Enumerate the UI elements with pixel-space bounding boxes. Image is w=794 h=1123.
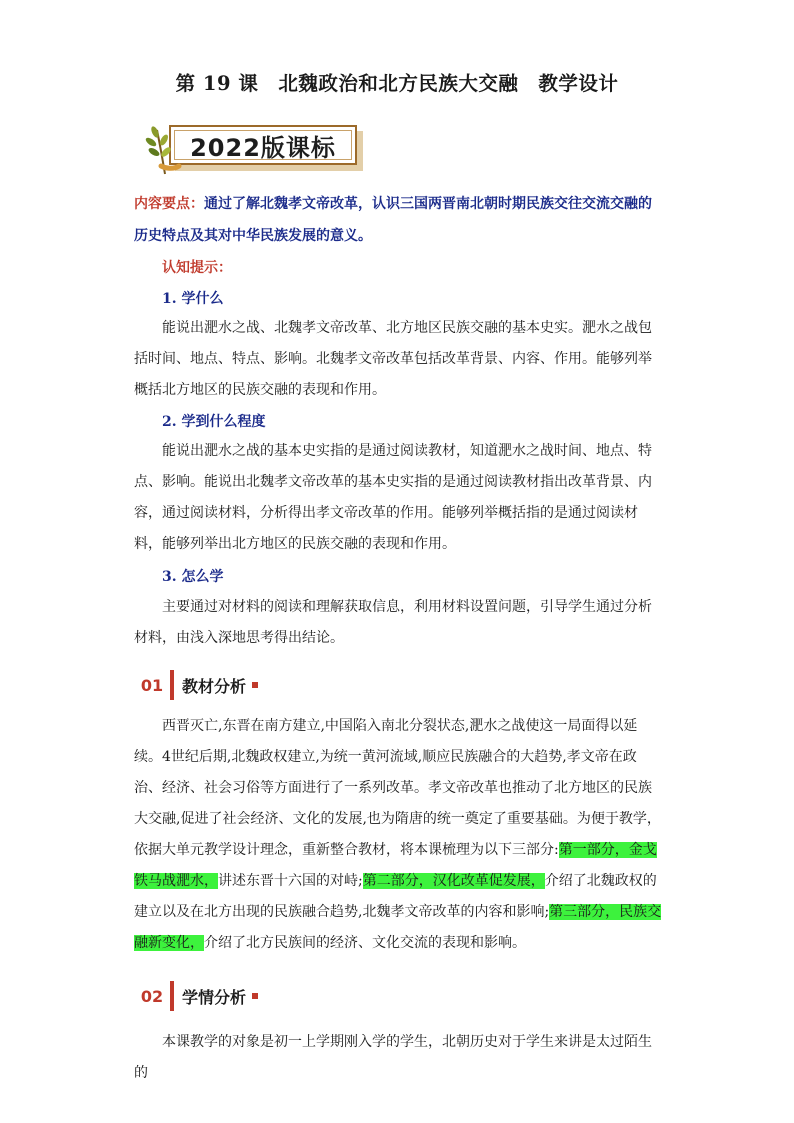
section-1-text-3: 介绍了北魏政权的建立以及在北方出现的民族融合趋势,北魏孝文帝改革的内容和影响;: [134, 873, 657, 920]
section-2-square: [252, 993, 258, 999]
item-2-heading: 2. 学到什么程度: [162, 414, 266, 430]
section-2-bar: [170, 981, 174, 1011]
section-1-paragraph: [134, 711, 664, 959]
section-1-text-4: 介绍了北方民族间的经济、文化交流的表现和影响。: [204, 935, 526, 951]
section-2-header: [137, 981, 258, 1011]
page-title: 第 19 课 北魏政治和北方民族大交融 教学设计: [175, 72, 619, 95]
content-key-points: [134, 188, 664, 252]
section-1-bar: [170, 670, 174, 700]
highlight-part-3: 第三部分，民族交融新变化，: [134, 904, 662, 951]
content-key-text: 通过了解北魏孝文帝改革，认识三国两晋南北朝时期民族交往交流交融的历史特点及其对中华民族发展的意义。: [134, 196, 652, 244]
section-2-paragraph: 本课教学的对象是初一上学期刚入学的学生，北朝历史对于学生来讲是太过陌生的: [134, 1034, 652, 1081]
section-1-header: [137, 670, 258, 700]
section-1-title: 教材分析: [182, 676, 247, 696]
cognition-heading: 认知提示：: [162, 260, 232, 276]
section-1-number: 01: [140, 675, 164, 695]
section-1-text-2: 讲述东晋十六国的对峙;: [218, 873, 363, 889]
wheat-sprig-icon: [143, 122, 183, 176]
badge-label: 2022版课标: [174, 130, 352, 160]
badge-frame: [169, 125, 357, 165]
content-key-label: 内容要点：: [134, 196, 204, 212]
item-1-text: 能说出淝水之战、北魏孝文帝改革、北方地区民族交融的基本史实。淝水之战包括时间、地点、特点、影响。北魏孝文帝改革包括改革背景、内容、作用。能够列举概括北方地区的民族交融的表现和作用。: [134, 320, 652, 398]
section-2-title: 学情分析: [182, 987, 247, 1007]
section-2-number: 02: [140, 986, 164, 1006]
curriculum-badge: [143, 122, 363, 176]
highlight-part-2: 第二部分，汉化改革促发展，: [362, 873, 545, 889]
item-2-text: 能说出淝水之战的基本史实指的是通过阅读教材，知道淝水之战时间、地点、特点、影响。能说出北魏孝文帝改革的基本史实指的是通过阅读教材指出改革背景、内容，通过阅读材料，分析得出孝文帝改革的作用。能够列举概括指的是通过阅读材料，能够列举出北方地区的民族交融的表现和作用。: [134, 443, 652, 552]
item-1-heading: 1. 学什么: [162, 291, 224, 307]
section-1-square: [252, 682, 258, 688]
item-3-heading: 3. 怎么学: [162, 569, 224, 585]
highlight-part-1: 第一部分，金戈铁马战淝水，: [134, 842, 657, 889]
section-1-text-1: 西晋灭亡,东晋在南方建立,中国陷入南北分裂状态,淝水之战使这一局面得以延续。4世纪后期,北魏政权建立,为统一黄河流域,顺应民族融合的大趋势,孝文帝在政治、经济、社会习俗等方面进行了一系列改革。孝文帝改革也推动了北方地区的民族大交融,促进了社会经济、文化的发展,也为隋唐的统一奠定了重要基础。为便于教学，依据大单元教学设计理念，重新整合教材，将本课梳理为以下三部分:: [134, 718, 661, 858]
item-3-text: 主要通过对材料的阅读和理解获取信息，利用材料设置问题，引导学生通过分析材料，由浅入深地思考得出结论。: [134, 599, 652, 646]
